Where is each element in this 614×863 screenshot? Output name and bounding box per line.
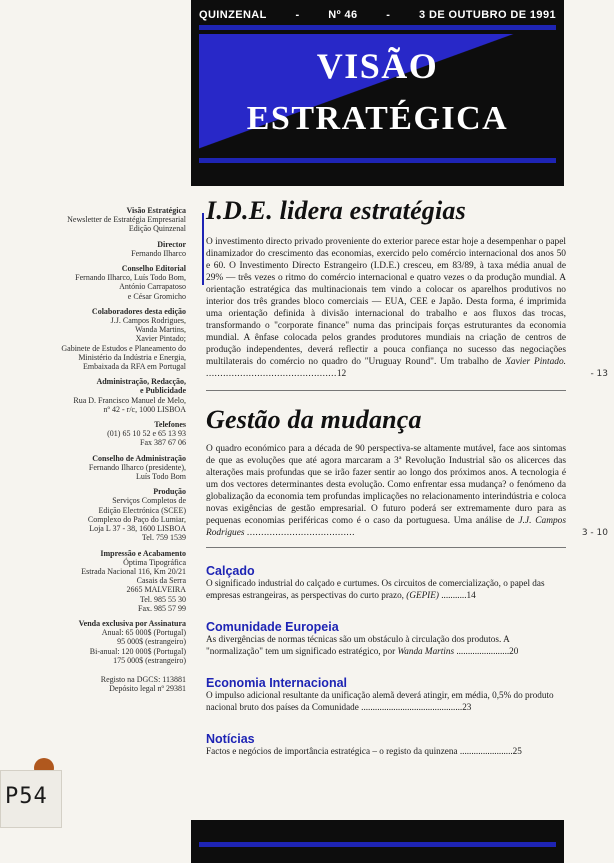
masthead [191, 0, 564, 186]
page-ref: 12 [336, 369, 347, 379]
feature-body-gestao [206, 443, 608, 539]
colophon-line: Fernando Ilharco, Luís Todo Bom, [75, 273, 186, 283]
page-ref: 20 [509, 645, 519, 656]
section-author: (GEPIE) [406, 589, 439, 600]
title-box [199, 34, 556, 152]
colophon-line: Casais da Serra [136, 576, 186, 586]
section-desc: O impulso adicional resultante da unificação alemã deverá atingir, em média, 0,5% do produto nacional bruto dos países da Comunidade [206, 690, 554, 712]
colophon-line: Ministério da Indústria e Energia, [78, 352, 186, 362]
leader-dots: .............................................. [206, 369, 337, 379]
divider [206, 547, 566, 548]
colophon-line: Tel. 985 55 30 [139, 594, 186, 604]
section-noticias [206, 732, 566, 758]
section-title: Notícias [206, 732, 255, 746]
colophon-line: e César Gromicho [127, 291, 186, 301]
colophon-line: Fernando Ilharco (presidente), [88, 462, 186, 472]
colophon-block [56, 264, 186, 301]
colophon-line: Complexo do Paço do Lumiar, [87, 514, 186, 524]
colophon-line: Loja L 37 - 38, 1600 LISBOA [89, 524, 186, 534]
colophon-heading: Director [157, 239, 186, 249]
colophon-line: Serviços Completos de [112, 496, 186, 506]
archive-label-text: P54 [5, 784, 48, 809]
leader-dots: ....................... [456, 645, 510, 656]
colophon-line: Estrada Nacional 116, Km 20/21 [81, 566, 186, 576]
issue-date: 3 DE OUTUBRO DE 1991 [419, 9, 556, 21]
colophon-heading: Impressão e Acabamento [100, 548, 186, 558]
colophon-line: Fax 387 67 06 [140, 438, 186, 448]
feature-title-ide: I.D.E. lidera estratégias [206, 196, 466, 225]
colophon-line: Óptima Tipográfica [123, 557, 186, 567]
colophon-line: Edição Quinzenal [128, 224, 186, 234]
feature-text: O quadro económico para a década de 90 perspectiva-se altamente mutável, face aos sintomas de que as evoluções que até agora marcaram a 3ª Revolução Industrial são os alicerces das alterações mais profundas que se irão fazer sentir ao longo dos próximos anos. A tecnologia é um dos vectores determinantes desta evolução. Como enfrentar essa mudança? o fenómeno da globalização da economia tem profundas implicações no relacionamento interindústria e coloca novas exigências de gestão empresarial. O futuro poderá ser extremamente duro para as pequenas economias periféricas como é o caso da portuguesa. Uma análise de [206, 444, 566, 526]
separator: - [295, 9, 300, 21]
title-line-2: ESTRATÉGICA [246, 100, 509, 137]
colophon-block [56, 420, 186, 448]
colophon-line: Edição Electrónica (SCEE) [98, 505, 186, 515]
colophon-block [56, 619, 186, 665]
colophon-heading: Telefones [154, 420, 186, 430]
colophon-heading: Conselho Editorial [121, 264, 186, 274]
registration-line: Registo na DGCS: 113881 [100, 674, 186, 684]
colophon-line: Anual: 65 000$ (Portugal) [101, 628, 186, 638]
main-column [206, 196, 608, 758]
section-title: Calçado [206, 564, 255, 578]
colophon-line: Fax. 985 57 99 [138, 603, 186, 613]
colophon-block [56, 454, 186, 482]
colophon-line: 95 000$ (estrangeiro) [117, 637, 186, 647]
colophon-line: Tel. 759 1539 [141, 533, 186, 543]
colophon-line: (01) 65 10 52 e 65 13 93 [107, 429, 186, 439]
leader-dots: ....................... [459, 746, 513, 756]
colophon-line: Rua D. Francisco Manuel de Melo, [73, 395, 186, 405]
title-line-1: VISÃO [316, 46, 439, 86]
archive-label [0, 770, 62, 828]
page-ref: 25 [512, 746, 522, 756]
colophon-heading: Visão Estratégica [126, 206, 186, 215]
section-desc: O significado industrial do calçado e curtumes. Os circuitos de comercialização, o papel das empresas estrangeiras, as perspectivas do curto prazo, [206, 578, 545, 600]
colophon-block [56, 307, 186, 371]
section-desc: Factos e negócios de importância estratégica – o registo da quinzena [206, 746, 458, 756]
feature-author: J.J. Campos Rodrigues [206, 516, 566, 538]
feature-body-ide [206, 236, 608, 380]
section-economia-internacional [206, 676, 566, 713]
section-desc: As divergências de normas técnicas são um obstáculo à circulação dos produtos. A "normalização" tem um significado estratégico, por [206, 634, 510, 656]
colophon-line: António Carrapatoso [119, 282, 186, 292]
section-comunidade-europeia [206, 620, 566, 657]
handwritten-annotation: - 13 [590, 369, 608, 379]
colophon-line: 2665 MALVEIRA [126, 585, 186, 595]
colophon-heading: Venda exclusiva por Assinatura [78, 618, 186, 628]
section-text [206, 690, 566, 713]
colophon-line: nº 42 - r/c, 1000 LISBOA [103, 404, 186, 414]
footer-bar [191, 820, 564, 863]
section-title: Economia Internacional [206, 676, 348, 690]
colophon-heading: Produção [153, 487, 186, 497]
feature-text: O investimento directo privado proveniente do exterior parece estar hoje a desempenhar o papel dinamizador do crescimento das economias, exercido pelo comércio internacional dos anos 50 e 60. O Investimento Directo Estrangeiro (I.D.E.) cresceu, em 83/89, à taxa média anual de 29% — três vezes o ritmo do comércio internacional e quatro vezes o da produção mundial. A orientação estratégica das multinacionais tem vindo a colocar os aparelhos produtivos no interior dos três grandes bloco comerciais — EUA, CEE e Japão. Desta forma, é imprimida uma orientação definida à divisão internacional do trabalho e aos fluxos das trocas, transformando o "corporate finance" numa das principais forças estruturantes da economia mundial. A ênfase colocada pelos grandes produtores mundiais na criação de centros de produção independentes, deverá reflectir a pouca confiança no sucesso das negociações multilaterais do comércio no quadro do "Uruguay Round". Um trabalho de [206, 237, 567, 367]
divider [206, 390, 566, 391]
leader-dots: ........... [441, 589, 467, 600]
colophon-heading: e Publicidade [139, 386, 186, 396]
masthead-rule-bottom [199, 158, 556, 163]
separator: - [386, 9, 391, 21]
colophon-heading: Administração, Redacção, [96, 377, 186, 387]
periodicity: QUINZENAL [199, 9, 267, 21]
colophon-line: Embaixada da RFA em Portugal [83, 362, 186, 372]
section-text [206, 634, 566, 657]
handwritten-annotation: 3 - 10 [581, 528, 608, 538]
colophon-block [56, 377, 186, 414]
colophon-block [56, 240, 186, 258]
issue-line [199, 9, 556, 21]
colophon-line: Newsletter de Estratégia Empresarial [67, 215, 186, 225]
page-ref: 14 [466, 589, 476, 600]
leader-dots: ............................................ [361, 701, 463, 712]
section-author: Wanda Martins [397, 645, 455, 656]
colophon-block [56, 549, 186, 613]
section-calcado [206, 564, 566, 601]
colophon-block [56, 206, 186, 234]
colophon-line: Xavier Pintado; [135, 334, 186, 344]
issue-number: Nº 46 [328, 9, 358, 21]
masthead-rule-top [199, 25, 556, 30]
colophon-heading: Conselho de Administração [92, 453, 186, 463]
registration-line: Depósito legal nº 29381 [109, 684, 186, 694]
page-ref: 23 [462, 701, 472, 712]
colophon-sidebar [56, 206, 186, 693]
section-text [206, 746, 566, 758]
colophon-line: 175 000$ (estrangeiro) [113, 655, 186, 665]
footer-rule [199, 842, 556, 847]
colophon-line: Luís Todo Bom [136, 472, 186, 482]
accent-vertical-rule [202, 213, 204, 285]
colophon-line: Wanda Martins, [135, 325, 186, 335]
feature-title-gestao: Gestão da mudança [206, 405, 422, 434]
colophon-line: Bi-anual: 120 000$ (Portugal) [89, 646, 186, 656]
colophon-block [56, 487, 186, 542]
colophon-line: J.J. Campos Rodrigues, [110, 316, 186, 326]
section-text [206, 578, 566, 601]
leader-dots: ...................................... [246, 528, 355, 538]
colophon-heading: Colaboradores desta edição [91, 306, 186, 316]
feature-author: Xavier Pintado. [505, 357, 567, 367]
colophon-line: Fernando Ilharco [131, 248, 186, 258]
colophon-line: Gabinete de Estudos e Planeamento do [61, 343, 186, 353]
section-title: Comunidade Europeia [206, 620, 339, 634]
